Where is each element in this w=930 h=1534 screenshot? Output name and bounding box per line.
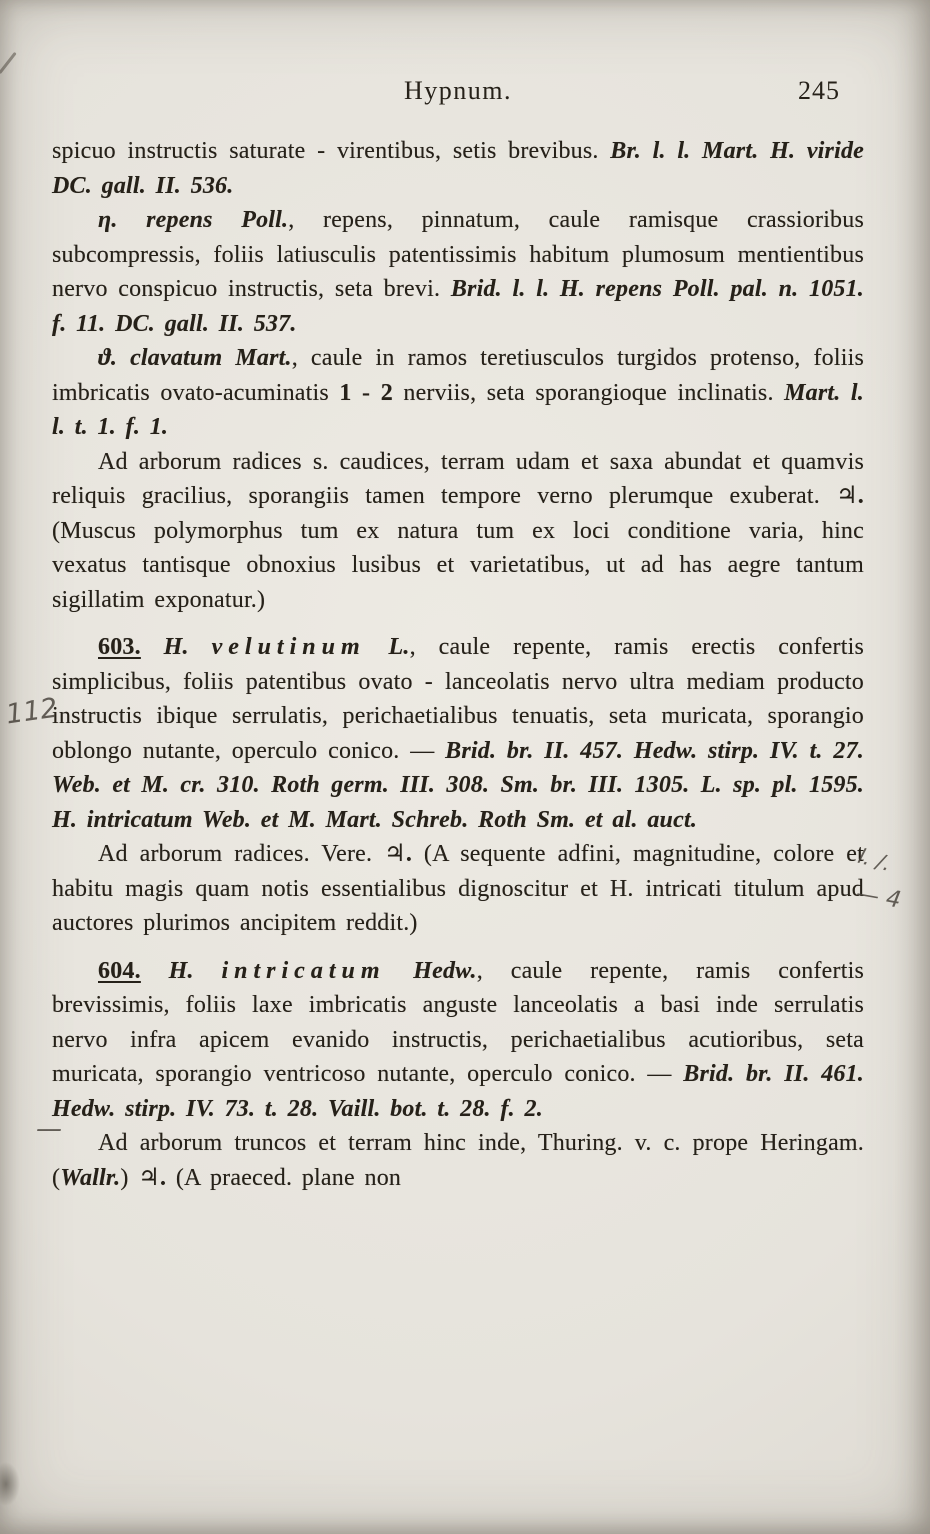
- text-segment: , repens, pinnatum, caule ramisque crassioribus subcompressis, foliis latiusculis patentissimis habitum plumosum mentientibus nervo conspicuo instructis, seta brevi.: [52, 207, 864, 302]
- paragraph-continuation: [52, 134, 864, 203]
- text-segment: Wallr.: [60, 1164, 121, 1191]
- text-segment: , caule repente, ramis erectis confertis simplicibus, foliis patentibus ovato - lanceolatis nervo ultra mediam producto instructis ibique serrulatis, perichaetialibus tenuatis, seta muricata, sporangio oblongo nutante, operculo conico. —: [52, 634, 864, 764]
- text-segment: H.: [163, 634, 212, 660]
- text-segment: ♃.: [384, 841, 413, 867]
- text-segment: velutinum: [211, 634, 366, 660]
- text-block: [52, 134, 864, 1195]
- text-segment: (A praeced. plane non: [166, 1164, 402, 1191]
- handwritten-margin-dash: —: [36, 1114, 62, 1144]
- text-segment: Mart. l. l. t. 1. f. 1.: [52, 379, 865, 440]
- page-number: 245: [798, 76, 840, 105]
- text-segment: Br. l. l. Mart. H. viride DC. gall. II. 536.: [52, 138, 864, 199]
- paragraph-habitat-velutinum: [52, 837, 864, 941]
- text-segment: spicuo instructis saturate - virentibus, setis brevibus.: [52, 138, 611, 164]
- page-header: [52, 76, 864, 112]
- text-segment: [141, 958, 169, 984]
- text-segment: (A sequente adfini, magnitudine, colore et habitu magis quam notis essentialibus dignoscitur et H. intricati titulum apud auctores plurimos ancipitem reddit.): [52, 841, 864, 936]
- text-segment: ♃.: [138, 1164, 167, 1191]
- text-segment: 603.: [98, 634, 141, 660]
- text-segment: ♃.: [836, 483, 864, 509]
- text-segment: Ad arborum radices s. caudices, terram udam et saxa abundat et quamvis reliquis gracilius, sporangiis tamen tempore verno plerumque exuberat.: [52, 448, 864, 509]
- running-title: Hypnum.: [404, 76, 512, 105]
- text-segment: ϑ. clavatum Mart.: [98, 345, 292, 371]
- handwritten-margin-note-top: l. /.: [855, 843, 894, 877]
- handwritten-margin-number: 112: [4, 692, 60, 731]
- text-segment: Ad arborum truncos et terram hinc inde, Thuring. v. c. prope Heringam. (: [52, 1130, 864, 1191]
- text-segment: Brid. l. l. H. repens Poll. pal. n. 1051. f. 11. DC. gall. II. 537.: [52, 276, 864, 337]
- text-segment: Brid. br. II. 461. Hedw. stirp. IV. 73. t. 28. Vaill. bot. t. 28. f. 2.: [52, 1061, 864, 1122]
- paragraph-variety-clavatum: [52, 341, 864, 445]
- scan-artifact-corner-stroke: [0, 52, 17, 74]
- text-segment: nerviis, seta sporangioque inclinatis.: [392, 379, 785, 406]
- handwritten-margin-note-bottom: — 4: [854, 880, 903, 914]
- paragraph-species-603: [52, 630, 864, 837]
- text-segment: , caule repente, ramis confertis brevissimis, foliis laxe imbricatis anguste lanceolatis a basi inde serrulatis nervo infra apicem evanido instructis, perichaetialibus acutioribus, seta muricata, sporangio ventricoso nutante, operculo conico. —: [52, 957, 865, 1087]
- text-segment: Brid. br. II. 457. Hedw. stirp. IV. t. 27. Web. et M. cr. 310. Roth germ. III. 308. Sm. br. III. 1305. L. sp. pl. 1595. H. intricatum Web. et M. Mart. Schreb. Roth Sm. et al. auct.: [52, 737, 864, 833]
- text-segment: intricatum: [221, 957, 386, 984]
- scan-artifact-smudge: [0, 1462, 20, 1506]
- text-segment: H.: [168, 957, 222, 984]
- paragraph-variety-repens: [52, 203, 864, 341]
- text-segment: [141, 634, 164, 660]
- text-segment: Hedw.: [385, 957, 477, 984]
- paragraph-species-604: [52, 954, 864, 1127]
- text-segment: ): [120, 1164, 139, 1191]
- text-segment: , caule in ramos teretiusculos turgidos protenso, foliis imbricatis ovato-acuminatis: [52, 345, 865, 406]
- text-segment: 604.: [98, 957, 141, 984]
- paragraph-habitat-intricatum: [52, 1126, 864, 1195]
- text-segment: (Muscus polymorphus tum ex natura tum ex loci conditione varia, hinc vexatus tantisque obnoxius lusibus et varietatibus, ut ad has aegre tantum sigillatim exponatur.): [52, 517, 864, 613]
- text-segment: η. repens Poll.: [98, 207, 289, 233]
- text-segment: Ad arborum radices. Vere.: [98, 841, 385, 867]
- text-segment: 1 - 2: [339, 379, 393, 406]
- paragraph-habitat-clavatum: [52, 445, 864, 618]
- text-segment: L.: [365, 634, 410, 660]
